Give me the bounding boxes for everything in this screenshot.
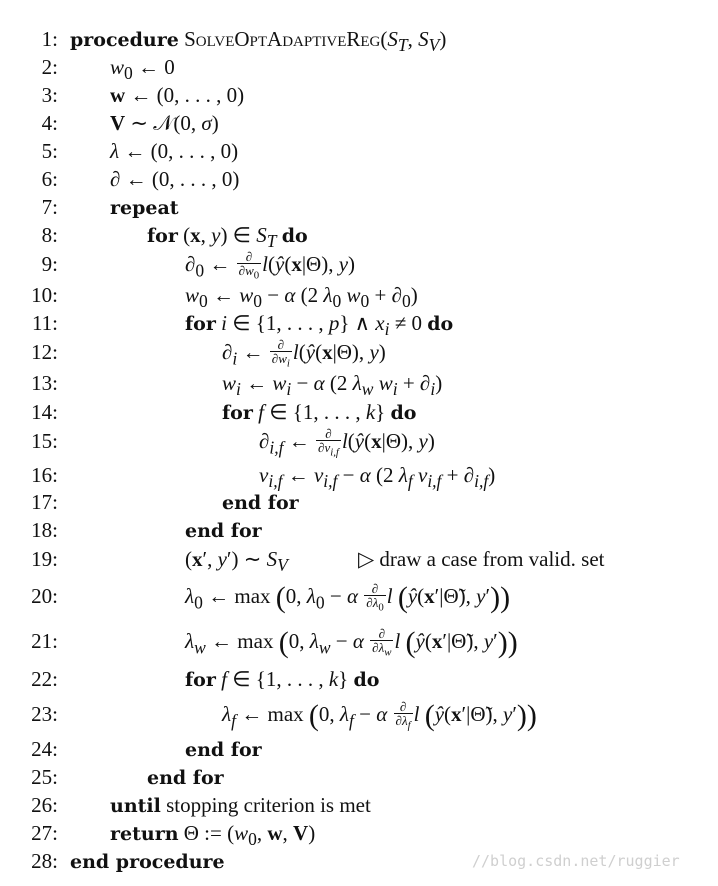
- line-number: 4:: [41, 111, 58, 135]
- statement: [185, 516, 262, 545]
- line-number: 22:: [31, 667, 58, 691]
- line-number: 13:: [31, 371, 58, 395]
- statement: $\lambda_0$ ← max (0, $\lambda_0 - \alpha$ $\frac{\partial}{\partial\lambda_0}$ l (ŷ(x′|Θ̃), y′)): [185, 581, 511, 615]
- line-number: 18:: [31, 518, 58, 542]
- statement: w ← (0, . . . , 0): [110, 83, 245, 107]
- statement: for f ∈ {1, . . . , k} do: [222, 400, 417, 424]
- statement: ∂ ← (0, . . . , 0): [110, 167, 240, 191]
- statement: [110, 193, 179, 222]
- keyword-for: for: [147, 225, 178, 247]
- keyword-do: do: [390, 402, 417, 424]
- comment: ▷ draw a case from valid. set: [358, 547, 605, 571]
- procedure-name: SolveOptAdaptiveReg: [184, 27, 381, 51]
- line-number: 21:: [31, 629, 58, 653]
- statement: [110, 791, 371, 820]
- keyword-end-procedure: end procedure: [70, 851, 225, 873]
- line-number: 15:: [31, 429, 58, 453]
- line-number: 10:: [31, 283, 58, 307]
- statement: λ ← (0, . . . , 0): [110, 139, 239, 163]
- line-number: 9:: [41, 252, 58, 276]
- line-number: 6:: [41, 167, 58, 191]
- statement: [70, 847, 225, 876]
- line-number: 24:: [31, 737, 58, 761]
- line-number: 12:: [31, 340, 58, 364]
- watermark-text: //blog.csdn.net/ruggier: [472, 852, 680, 870]
- keyword-for: for: [222, 402, 253, 424]
- keyword-procedure: procedure: [70, 29, 179, 51]
- line-number: 2:: [41, 55, 58, 79]
- line-number: 23:: [31, 702, 58, 726]
- statement: $\lambda_w$ ← max (0, $\lambda_w - \alpha$ $\frac{\partial}{\partial\lambda_w}$ l (ŷ(x′|Θ̃), y′)): [185, 626, 518, 660]
- until-condition: stopping criterion is met: [166, 793, 371, 817]
- keyword-end-for: end for: [222, 492, 299, 514]
- line-number: 8:: [41, 223, 58, 247]
- line-number: 26:: [31, 793, 58, 817]
- line-number: 17:: [31, 490, 58, 514]
- line-number: 16:: [31, 463, 58, 487]
- statement: V ∼ 𝒩(0, σ): [110, 111, 219, 135]
- statement: return Θ := ($w_0$, w, V): [110, 821, 316, 850]
- keyword-do: do: [353, 669, 380, 691]
- line-number: 28:: [31, 849, 58, 873]
- keyword-end-for: end for: [147, 767, 224, 789]
- statement: $\lambda_f$ ← max (0, $\lambda_f - \alpha$ $\frac{\partial}{\partial\lambda_f}$ l (ŷ(x′|Θ̃), y′)): [222, 699, 537, 733]
- line-number: 1:: [41, 27, 58, 51]
- line-number: 19:: [31, 547, 58, 571]
- keyword-end-for: end for: [185, 520, 262, 542]
- keyword-return: return: [110, 823, 179, 845]
- procedure-header: procedure $SolveOptAdaptiveReg(S_T$, $S_V$): [70, 27, 447, 56]
- keyword-end-for: end for: [185, 739, 262, 761]
- statement: [185, 735, 262, 764]
- keyword-do: do: [281, 225, 308, 247]
- line-number: 11:: [31, 311, 58, 335]
- keyword-for: for: [185, 313, 216, 335]
- keyword-repeat: repeat: [110, 197, 179, 219]
- line-number: 20:: [31, 584, 58, 608]
- statement: [147, 763, 224, 792]
- line-number: 5:: [41, 139, 58, 163]
- statement: $w_0$ ← $w_0 - \alpha$ (2 $\lambda_0$ $w_0 + \partial_0$): [185, 283, 418, 312]
- statement: $w_i$ ← $w_i - \alpha$ (2 $\lambda_w$ $w_i + \partial_i$): [222, 371, 443, 400]
- statement: [222, 488, 299, 517]
- line-number: 3:: [41, 83, 58, 107]
- keyword-until: until: [110, 795, 161, 817]
- statement: $v_{i,f}$ ← $v_{i,f} - \alpha$ (2 $\lambda_f$ $v_{i,f} + \partial_{i,f}$): [259, 463, 496, 492]
- statement: $\partial_0$ ← $\frac{\partial}{\partial w_0}$ l(ŷ(x|Θ), y): [185, 249, 356, 282]
- keyword-do: do: [427, 313, 454, 335]
- line-number: 25:: [31, 765, 58, 789]
- line-number: 14:: [31, 400, 58, 424]
- statement: $w_0$ ← 0: [110, 55, 175, 84]
- line-number: 27:: [31, 821, 58, 845]
- statement: $\partial_i$ ← $\frac{\partial}{\partial w_i}$ l(ŷ(x|Θ), y): [222, 337, 386, 370]
- statement: $\partial_{i,f}$ ← $\frac{\partial}{\partial v_{i,f}}$ l(ŷ(x|Θ), y): [259, 426, 435, 459]
- statement: for i ∈ {1, . . . , p} ∧ $x_i \ne 0$ do: [185, 311, 454, 340]
- line-number: 7:: [41, 195, 58, 219]
- statement: (x′, y′) ∼ $S_V$: [185, 547, 288, 576]
- statement: for f ∈ {1, . . . , k} do: [185, 667, 380, 691]
- statement: for (x, y) ∈ $S_T$ do: [147, 223, 308, 252]
- keyword-for: for: [185, 669, 216, 691]
